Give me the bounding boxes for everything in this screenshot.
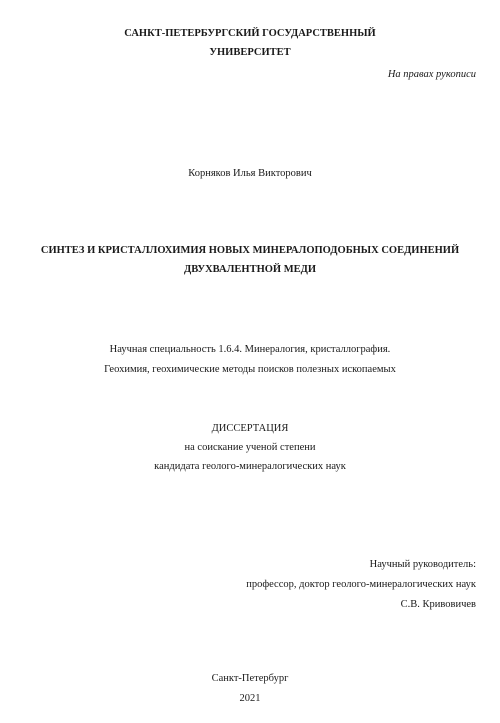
university-name-line1: САНКТ-ПЕТЕРБУРГСКИЙ ГОСУДАРСТВЕННЫЙ bbox=[124, 28, 376, 39]
specialty-line2: Геохимия, геохимические методы поисков полезных ископаемых bbox=[104, 364, 396, 375]
author-name: Корняков Илья Викторович bbox=[188, 168, 312, 179]
university-name-line2: УНИВЕРСИТЕТ bbox=[209, 47, 291, 58]
dissertation-title-line1: СИНТЕЗ И КРИСТАЛЛОХИМИЯ НОВЫХ МИНЕРАЛОПОДОБНЫХ СОЕДИНЕНИЙ bbox=[40, 245, 460, 256]
supervisor-name: С.В. Кривовичев bbox=[400, 599, 476, 610]
supervisor-position: профессор, доктор геолого-минералогических наук bbox=[246, 579, 476, 590]
specialty-line1: Научная специальность 1.6.4. Минералогия, кристаллография. bbox=[109, 344, 391, 355]
year: 2021 bbox=[239, 693, 261, 704]
degree-line2: кандидата геолого-минералогических наук bbox=[154, 461, 346, 472]
degree-line1: на соискание ученой степени bbox=[184, 442, 316, 453]
supervisor-label: Научный руководитель: bbox=[369, 559, 476, 570]
dissertation-title-line2: ДВУХВАЛЕНТНОЙ МЕДИ bbox=[183, 264, 317, 275]
manuscript-note: На правах рукописи bbox=[387, 69, 476, 80]
city: Санкт-Петербург bbox=[211, 673, 289, 684]
dissertation-label: ДИССЕРТАЦИЯ bbox=[211, 423, 289, 434]
